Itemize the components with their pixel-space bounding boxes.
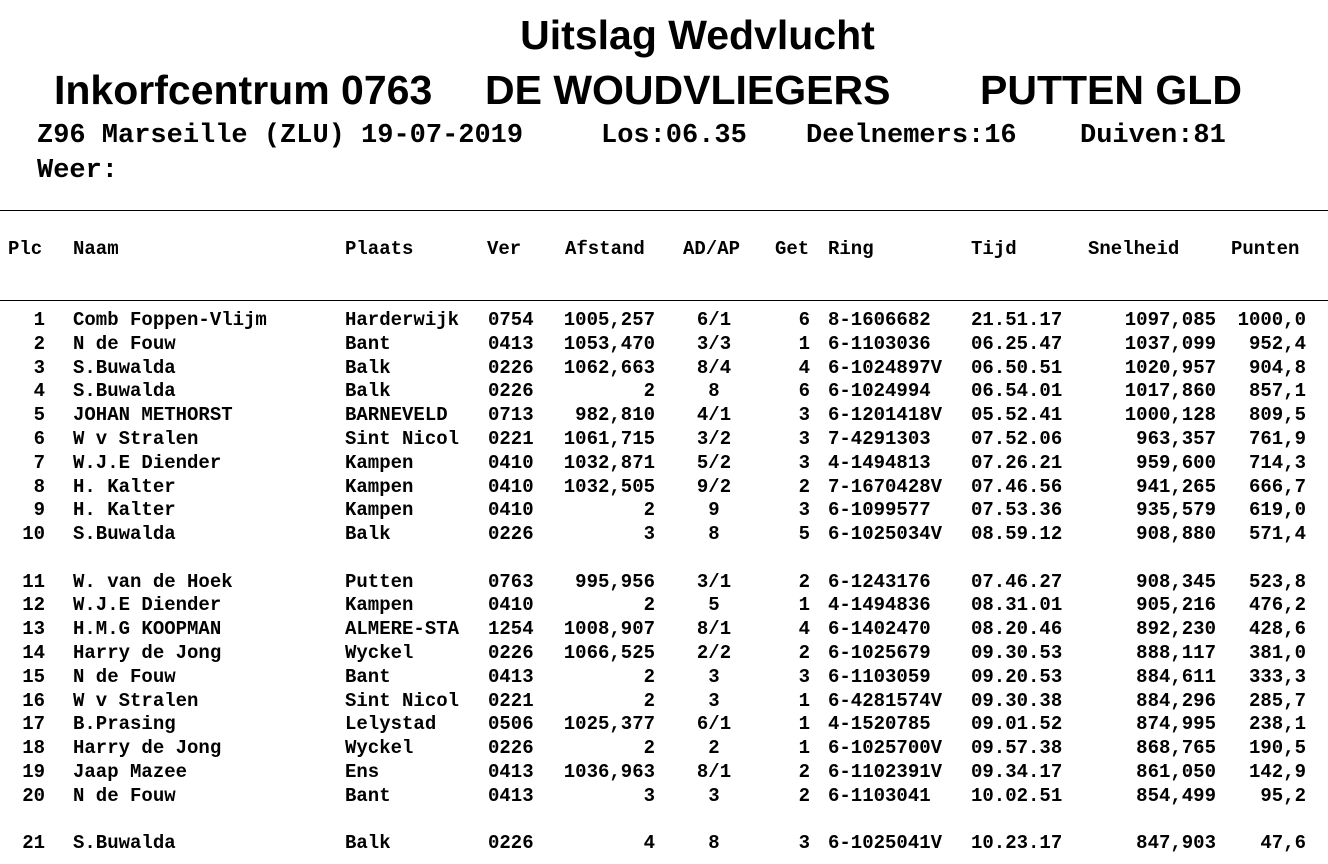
cell-plaats: Sint Nicol xyxy=(345,689,460,712)
cell-tijd: 09.30.38 xyxy=(971,689,1063,712)
cell-punten: 952,4 xyxy=(1248,332,1306,355)
cell-get: 2 xyxy=(798,641,810,664)
cell-tijd: 09.57.38 xyxy=(971,737,1063,760)
cell-naam: N de Fouw xyxy=(73,665,176,688)
cell-adap: 3 xyxy=(708,784,720,807)
cell-afstand: 1032,505 xyxy=(563,475,655,498)
cell-afstand: 1008,907 xyxy=(563,618,655,641)
cell-plc: 9 xyxy=(33,499,45,522)
cell-plc: 14 xyxy=(22,641,45,664)
cell-get: 3 xyxy=(798,499,810,522)
cell-get: 2 xyxy=(798,570,810,593)
cell-tijd: 09.01.52 xyxy=(971,713,1063,736)
cell-punten: 857,1 xyxy=(1248,380,1306,403)
cell-get: 2 xyxy=(798,784,810,807)
cell-snelheid: 935,579 xyxy=(1136,499,1216,522)
cell-get: 6 xyxy=(798,309,810,331)
cell-plc: 8 xyxy=(33,475,45,498)
cell-adap: 8/1 xyxy=(696,618,732,641)
cell-get: 1 xyxy=(798,737,810,760)
cell-snelheid: 854,499 xyxy=(1136,784,1216,807)
cell-punten: 761,9 xyxy=(1248,428,1306,450)
cell-ring: 6-1025041V xyxy=(828,832,943,854)
cell-tijd: 10.02.51 xyxy=(971,784,1063,807)
col-header-ring: Ring xyxy=(828,238,874,260)
cell-ver: 1254 xyxy=(488,618,534,641)
cell-afstand: 1062,663 xyxy=(563,356,655,379)
cell-tijd: 09.30.53 xyxy=(971,641,1063,664)
cell-ver: 0754 xyxy=(488,309,534,331)
cell-adap: 3/3 xyxy=(696,332,732,355)
cell-snelheid: 941,265 xyxy=(1136,475,1216,498)
cell-tijd: 10.23.17 xyxy=(971,832,1063,854)
cell-naam: N de Fouw xyxy=(73,784,176,807)
cell-plaats: Kampen xyxy=(345,451,414,474)
cell-get: 4 xyxy=(798,618,810,641)
cell-plaats: Bant xyxy=(345,665,391,688)
cell-tijd: 08.31.01 xyxy=(971,594,1063,617)
cell-plaats: ALMERE-STA xyxy=(345,618,460,641)
cell-plc: 16 xyxy=(22,689,45,712)
cell-plaats: BARNEVELD xyxy=(345,404,448,427)
cell-ring: 6-1024897V xyxy=(828,356,943,379)
cell-adap: 3 xyxy=(708,665,720,688)
cell-plc: 2 xyxy=(33,332,45,355)
cell-get: 3 xyxy=(798,404,810,427)
cell-afstand: 3 xyxy=(643,523,655,546)
cell-adap: 6/1 xyxy=(696,309,732,331)
cell-tijd: 07.26.21 xyxy=(971,451,1063,474)
cell-plc: 3 xyxy=(33,356,45,379)
cell-afstand: 2 xyxy=(643,737,655,760)
cell-ver: 0713 xyxy=(488,404,534,427)
pigeons-count: Duiven:81 xyxy=(1080,121,1226,151)
cell-naam: Jaap Mazee xyxy=(73,760,188,783)
cell-ring: 8-1606682 xyxy=(828,309,931,331)
cell-ver: 0226 xyxy=(488,737,534,760)
cell-plaats: Bant xyxy=(345,784,391,807)
cell-ring: 7-4291303 xyxy=(828,428,931,450)
cell-plaats: Balk xyxy=(345,523,391,546)
col-header-plaats: Plaats xyxy=(345,238,414,260)
cell-ring: 6-1025679 xyxy=(828,641,931,664)
cell-punten: 190,5 xyxy=(1248,737,1306,760)
cell-plaats: Balk xyxy=(345,356,391,379)
cell-plaats: Sint Nicol xyxy=(345,428,460,450)
cell-get: 3 xyxy=(798,451,810,474)
cell-ver: 0763 xyxy=(488,570,534,593)
cell-naam: B.Prasing xyxy=(73,713,176,736)
cell-ver: 0226 xyxy=(488,380,534,403)
cell-plaats: Bant xyxy=(345,332,391,355)
cell-ring: 6-1103041 xyxy=(828,784,931,807)
cell-adap: 3 xyxy=(708,689,720,712)
cell-punten: 142,9 xyxy=(1248,760,1306,783)
cell-punten: 666,7 xyxy=(1248,475,1306,498)
cell-adap: 4/1 xyxy=(696,404,732,427)
cell-ring: 6-1024994 xyxy=(828,380,931,403)
cell-ver: 0506 xyxy=(488,713,534,736)
cell-plaats: Wyckel xyxy=(345,641,414,664)
cell-get: 3 xyxy=(798,832,810,854)
cell-plc: 4 xyxy=(33,380,45,403)
cell-adap: 3/1 xyxy=(696,570,732,593)
cell-tijd: 09.20.53 xyxy=(971,665,1063,688)
cell-snelheid: 861,050 xyxy=(1136,760,1216,783)
cell-adap: 9 xyxy=(708,499,720,522)
club-name: DE WOUDVLIEGERS xyxy=(485,67,891,113)
cell-naam: Harry de Jong xyxy=(73,737,222,760)
cell-afstand: 2 xyxy=(643,380,655,403)
cell-plaats: Lelystad xyxy=(345,713,437,736)
cell-plc: 18 xyxy=(22,737,45,760)
cell-tijd: 08.59.12 xyxy=(971,523,1063,546)
cell-tijd: 07.46.27 xyxy=(971,570,1063,593)
cell-afstand: 4 xyxy=(643,832,655,854)
cell-ver: 0410 xyxy=(488,475,534,498)
cell-punten: 428,6 xyxy=(1248,618,1306,641)
cell-snelheid: 874,995 xyxy=(1136,713,1216,736)
cell-punten: 285,7 xyxy=(1248,689,1306,712)
cell-ring: 6-1103036 xyxy=(828,332,931,355)
cell-plc: 17 xyxy=(22,713,45,736)
cell-afstand: 995,956 xyxy=(575,570,655,593)
cell-afstand: 982,810 xyxy=(575,404,655,427)
cell-afstand: 2 xyxy=(643,665,655,688)
cell-get: 5 xyxy=(798,523,810,546)
col-header-adap: AD/AP xyxy=(683,238,741,260)
cell-punten: 381,0 xyxy=(1248,641,1306,664)
cell-naam: S.Buwalda xyxy=(73,523,176,546)
cell-punten: 523,8 xyxy=(1248,570,1306,593)
cell-tijd: 06.54.01 xyxy=(971,380,1063,403)
cell-adap: 8/4 xyxy=(696,356,732,379)
participants-count: Deelnemers:16 xyxy=(806,121,1017,151)
cell-adap: 5 xyxy=(708,594,720,617)
cell-snelheid: 1037,099 xyxy=(1124,332,1216,355)
cell-afstand: 2 xyxy=(643,499,655,522)
cell-get: 1 xyxy=(798,689,810,712)
cell-plc: 13 xyxy=(22,618,45,641)
cell-snelheid: 884,296 xyxy=(1136,689,1216,712)
cell-afstand: 1025,377 xyxy=(563,713,655,736)
cell-plc: 6 xyxy=(33,428,45,450)
cell-adap: 6/1 xyxy=(696,713,732,736)
cell-punten: 809,5 xyxy=(1248,404,1306,427)
cell-ver: 0221 xyxy=(488,689,534,712)
cell-get: 1 xyxy=(798,332,810,355)
cell-snelheid: 908,345 xyxy=(1136,570,1216,593)
cell-snelheid: 892,230 xyxy=(1136,618,1216,641)
cell-tijd: 05.52.41 xyxy=(971,404,1063,427)
cell-naam: S.Buwalda xyxy=(73,380,176,403)
cell-naam: W.J.E Diender xyxy=(73,594,222,617)
cell-get: 4 xyxy=(798,356,810,379)
club-place: PUTTEN GLD xyxy=(980,67,1242,113)
cell-plaats: Kampen xyxy=(345,594,414,617)
cell-ring: 6-1103059 xyxy=(828,665,931,688)
cell-punten: 619,0 xyxy=(1248,499,1306,522)
cell-ring: 6-1025034V xyxy=(828,523,943,546)
cell-adap: 8 xyxy=(708,380,720,403)
cell-naam: S.Buwalda xyxy=(73,356,176,379)
cell-punten: 333,3 xyxy=(1248,665,1306,688)
cell-tijd: 07.46.56 xyxy=(971,475,1063,498)
cell-afstand: 2 xyxy=(643,689,655,712)
cell-plc: 11 xyxy=(22,570,45,593)
cell-get: 3 xyxy=(798,428,810,450)
cell-naam: JOHAN METHORST xyxy=(73,404,233,427)
cell-ver: 0226 xyxy=(488,523,534,546)
cell-snelheid: 908,880 xyxy=(1136,523,1216,546)
cell-naam: H.M.G KOOPMAN xyxy=(73,618,222,641)
cell-ring: 7-1670428V xyxy=(828,475,943,498)
cell-punten: 571,4 xyxy=(1248,523,1306,546)
cell-tijd: 08.20.46 xyxy=(971,618,1063,641)
cell-afstand: 1005,257 xyxy=(563,309,655,331)
cell-naam: W v Stralen xyxy=(73,689,199,712)
cell-ver: 0413 xyxy=(488,332,534,355)
cell-get: 1 xyxy=(798,594,810,617)
cell-afstand: 1032,871 xyxy=(563,451,655,474)
page-title: Uitslag Wedvlucht xyxy=(520,12,875,58)
cell-adap: 5/2 xyxy=(696,451,732,474)
cell-plc: 10 xyxy=(22,523,45,546)
cell-plc: 20 xyxy=(22,784,45,807)
cell-snelheid: 905,216 xyxy=(1136,594,1216,617)
col-header-afstand: Afstand xyxy=(565,238,645,260)
cell-snelheid: 1020,957 xyxy=(1124,356,1216,379)
cell-naam: S.Buwalda xyxy=(73,832,176,854)
cell-snelheid: 868,765 xyxy=(1136,737,1216,760)
cell-ring: 6-1402470 xyxy=(828,618,931,641)
race-info: Z96 Marseille (ZLU) 19-07-2019 xyxy=(37,121,524,151)
cell-tijd: 09.34.17 xyxy=(971,760,1063,783)
cell-ver: 0413 xyxy=(488,760,534,783)
cell-ring: 6-1099577 xyxy=(828,499,931,522)
cell-plc: 15 xyxy=(22,665,45,688)
cell-punten: 95,2 xyxy=(1260,784,1306,807)
cell-ring: 4-1494813 xyxy=(828,451,931,474)
cell-get: 3 xyxy=(798,665,810,688)
cell-tijd: 07.52.06 xyxy=(971,428,1063,450)
cell-naam: Comb Foppen-Vlijm xyxy=(73,309,267,331)
cell-naam: Harry de Jong xyxy=(73,641,222,664)
cell-ring: 6-1102391V xyxy=(828,760,943,783)
cell-punten: 904,8 xyxy=(1248,356,1306,379)
cell-adap: 3/2 xyxy=(696,428,732,450)
cell-tijd: 21.51.17 xyxy=(971,309,1063,331)
cell-adap: 8 xyxy=(708,523,720,546)
cell-afstand: 1053,470 xyxy=(563,332,655,355)
cell-snelheid: 884,611 xyxy=(1136,665,1216,688)
cell-naam: H. Kalter xyxy=(73,499,176,522)
cell-get: 6 xyxy=(798,380,810,403)
cell-snelheid: 1000,128 xyxy=(1124,404,1216,427)
cell-plaats: Harderwijk xyxy=(345,309,460,331)
cell-naam: N de Fouw xyxy=(73,332,176,355)
center-label: Inkorfcentrum 0763 xyxy=(54,67,433,113)
cell-tijd: 07.53.36 xyxy=(971,499,1063,522)
cell-ver: 0413 xyxy=(488,665,534,688)
cell-afstand: 2 xyxy=(643,594,655,617)
col-header-punten: Punten xyxy=(1231,238,1300,260)
cell-ver: 0410 xyxy=(488,594,534,617)
cell-ring: 6-1201418V xyxy=(828,404,943,427)
cell-plc: 7 xyxy=(33,451,45,474)
cell-naam: W v Stralen xyxy=(73,428,199,450)
cell-plaats: Wyckel xyxy=(345,737,414,760)
col-header-get: Get xyxy=(775,238,810,260)
cell-punten: 238,1 xyxy=(1248,713,1306,736)
cell-adap: 8 xyxy=(708,832,720,854)
cell-plaats: Balk xyxy=(345,832,391,854)
cell-punten: 714,3 xyxy=(1248,451,1306,474)
cell-snelheid: 963,357 xyxy=(1136,428,1216,450)
cell-naam: H. Kalter xyxy=(73,475,176,498)
cell-ver: 0221 xyxy=(488,428,534,450)
cell-ver: 0413 xyxy=(488,784,534,807)
cell-get: 1 xyxy=(798,713,810,736)
col-header-plc: Plc xyxy=(8,238,43,260)
cell-snelheid: 959,600 xyxy=(1136,451,1216,474)
cell-snelheid: 1017,860 xyxy=(1124,380,1216,403)
cell-plc: 19 xyxy=(22,760,45,783)
cell-get: 2 xyxy=(798,760,810,783)
cell-snelheid: 1097,085 xyxy=(1124,309,1216,331)
cell-plaats: Kampen xyxy=(345,499,414,522)
cell-adap: 2 xyxy=(708,737,720,760)
cell-adap: 9/2 xyxy=(696,475,732,498)
col-header-naam: Naam xyxy=(73,238,119,260)
cell-afstand: 3 xyxy=(643,784,655,807)
cell-snelheid: 888,117 xyxy=(1136,641,1216,664)
cell-plaats: Putten xyxy=(345,570,414,593)
cell-ring: 6-4281574V xyxy=(828,689,943,712)
cell-snelheid: 847,903 xyxy=(1136,832,1216,854)
cell-ring: 4-1494836 xyxy=(828,594,931,617)
cell-punten: 47,6 xyxy=(1260,832,1306,854)
cell-adap: 8/1 xyxy=(696,760,732,783)
cell-tijd: 06.50.51 xyxy=(971,356,1063,379)
cell-punten: 1000,0 xyxy=(1237,309,1306,331)
cell-plaats: Balk xyxy=(345,380,391,403)
cell-ver: 0226 xyxy=(488,832,534,854)
cell-ver: 0410 xyxy=(488,499,534,522)
cell-naam: W.J.E Diender xyxy=(73,451,222,474)
cell-plaats: Ens xyxy=(345,760,380,783)
col-header-snelheid: Snelheid xyxy=(1088,238,1180,260)
cell-plc: 5 xyxy=(33,404,45,427)
cell-naam: W. van de Hoek xyxy=(73,570,233,593)
cell-plc: 1 xyxy=(33,309,45,331)
release-time: Los:06.35 xyxy=(601,121,747,151)
cell-ring: 4-1520785 xyxy=(828,713,931,736)
cell-ver: 0226 xyxy=(488,641,534,664)
cell-afstand: 1036,963 xyxy=(563,760,655,783)
cell-plc: 21 xyxy=(22,832,45,854)
cell-afstand: 1061,715 xyxy=(563,428,655,450)
col-header-ver: Ver xyxy=(487,238,522,260)
cell-get: 2 xyxy=(798,475,810,498)
cell-plaats: Kampen xyxy=(345,475,414,498)
cell-tijd: 06.25.47 xyxy=(971,332,1063,355)
weather-label: Weer: xyxy=(37,156,119,186)
col-header-tijd: Tijd xyxy=(971,238,1017,260)
cell-afstand: 1066,525 xyxy=(563,641,655,664)
cell-plc: 12 xyxy=(22,594,45,617)
cell-ring: 6-1025700V xyxy=(828,737,943,760)
cell-ver: 0410 xyxy=(488,451,534,474)
cell-ver: 0226 xyxy=(488,356,534,379)
cell-punten: 476,2 xyxy=(1248,594,1306,617)
cell-adap: 2/2 xyxy=(696,641,732,664)
cell-ring: 6-1243176 xyxy=(828,570,931,593)
